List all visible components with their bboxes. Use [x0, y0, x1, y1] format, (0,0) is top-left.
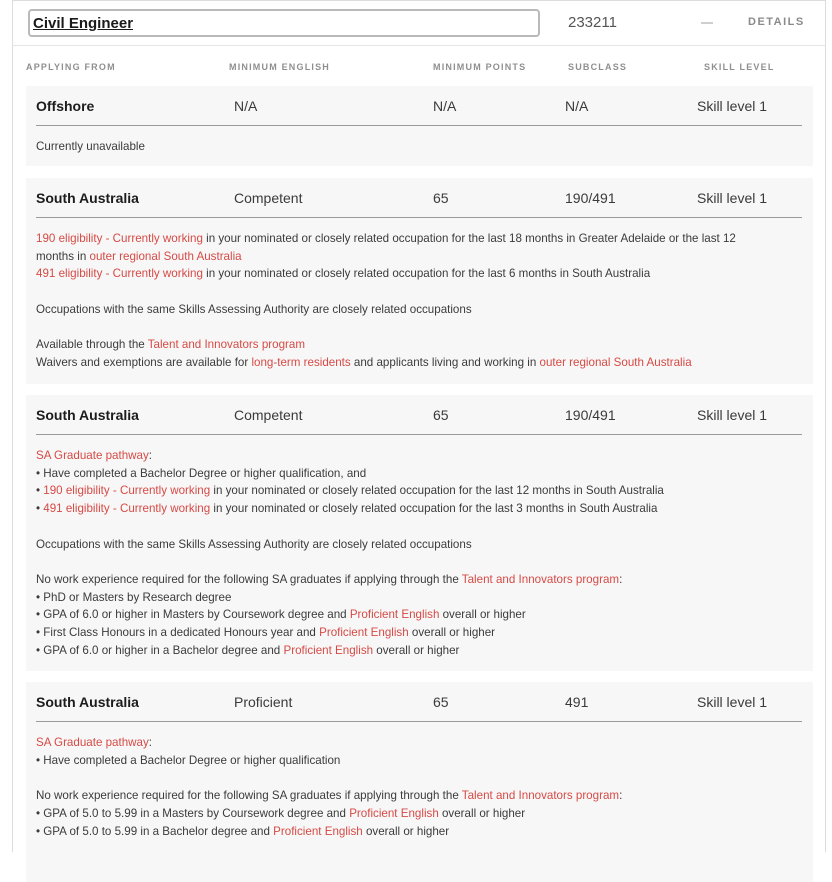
eligibility-row [26, 178, 813, 218]
info-link[interactable]: 491 eligibility - Currently working [36, 267, 203, 281]
column-header-minimum-english: MINIMUM ENGLISH [229, 62, 330, 72]
info-link[interactable]: outer regional South Australia [89, 249, 242, 263]
note-line [36, 482, 806, 500]
spacer [36, 319, 806, 337]
cell-subclass: 190/491 [565, 407, 616, 423]
note-text: • First Class Honours in a dedicated Honours year and [36, 626, 320, 639]
row-divider [36, 125, 802, 126]
note-line [36, 138, 806, 156]
note-text: in your nominated or closely related occupation for the last 6 months in South Australia [202, 267, 651, 281]
info-link[interactable]: Talent and Innovators program [461, 789, 620, 803]
note-line [36, 787, 806, 805]
column-header-skill-level: SKILL LEVEL [704, 62, 775, 72]
note-line [36, 589, 806, 607]
cell-minimum-points: 65 [433, 694, 449, 710]
note-text: Occupations with the same Skills Assessing Authority are closely related occupations [36, 302, 472, 316]
note-text: overall or higher [373, 643, 460, 657]
cell-applying-from: South Australia [36, 694, 139, 710]
note-text: No work experience required for the following SA graduates if applying through the [36, 572, 462, 586]
note-text: • Have completed a Bachelor Degree or higher qualification, and [36, 466, 367, 480]
eligibility-card [26, 682, 813, 882]
note-line [36, 465, 806, 483]
spacer [36, 518, 806, 536]
note-text: No work experience required for the following SA graduates if applying through the [36, 789, 462, 803]
info-link[interactable]: Proficient English [283, 643, 374, 657]
note-text: • GPA of 6.0 or higher in Masters by Coursework degree and [36, 608, 350, 622]
note-text: Waivers and exemptions are available for [36, 355, 252, 369]
note-text: in your nominated or closely related occupation for the last 18 months in Greater Adelaide or the last 12 [202, 232, 736, 245]
info-link[interactable]: outer regional South Australia [539, 355, 692, 369]
info-link[interactable]: 190 eligibility - Currently working [43, 484, 211, 498]
collapse-dash-icon[interactable] [701, 22, 713, 24]
info-link[interactable]: Proficient English [349, 608, 440, 622]
cell-subclass: N/A [565, 98, 589, 114]
note-text: • [36, 502, 44, 516]
row-divider [36, 721, 802, 722]
column-header-minimum-points: MINIMUM POINTS [433, 62, 527, 72]
info-link[interactable]: Proficient English [319, 626, 409, 639]
note-line [36, 301, 806, 319]
note-line [36, 248, 806, 266]
cell-subclass: 491 [565, 694, 589, 710]
cell-skill-level: Skill level 1 [697, 98, 768, 114]
info-link[interactable]: SA Graduate pathway [36, 736, 149, 749]
info-link[interactable]: long-term residents [251, 355, 351, 369]
cell-skill-level: Skill level 1 [697, 190, 768, 206]
note-line [36, 624, 806, 642]
row-divider [36, 434, 802, 435]
note-text: Available through the [36, 338, 148, 352]
eligibility-notes [36, 447, 806, 659]
cell-applying-from: South Australia [36, 407, 139, 423]
note-line [36, 500, 806, 518]
note-line [36, 642, 806, 660]
eligibility-card [26, 395, 813, 671]
occupation-title-field[interactable]: Civil Engineer [28, 9, 540, 37]
info-link[interactable]: Talent and Innovators program [461, 572, 620, 586]
cell-subclass: 190/491 [565, 190, 616, 206]
cell-minimum-english: N/A [234, 98, 258, 114]
note-line [36, 752, 806, 770]
note-text: : [148, 449, 153, 462]
cell-minimum-english: Competent [234, 407, 303, 423]
column-header-subclass: SUBCLASS [568, 62, 628, 72]
eligibility-row [26, 86, 813, 126]
note-line [36, 447, 806, 465]
spacer [36, 553, 806, 571]
note-line [36, 734, 806, 752]
note-text: months in [36, 249, 90, 263]
cell-minimum-points: N/A [433, 98, 457, 114]
note-text: : [148, 736, 153, 749]
note-text: : [619, 572, 623, 586]
note-text: overall or higher [362, 824, 450, 838]
note-text: in your nominated or closely related occupation for the last 3 months in South Australia [210, 502, 658, 516]
anzsco-code: 233211 [568, 14, 617, 31]
cell-minimum-points: 65 [433, 190, 449, 206]
cell-minimum-english: Proficient [234, 694, 293, 710]
note-text: overall or higher [438, 806, 526, 820]
note-line [36, 265, 806, 283]
info-link[interactable]: 491 eligibility - Currently working [43, 502, 211, 516]
row-divider [36, 217, 802, 218]
eligibility-card [26, 86, 813, 166]
spacer [36, 283, 806, 301]
info-link[interactable]: 190 eligibility - Currently working [36, 232, 203, 245]
note-text: • PhD or Masters by Research degree [36, 590, 232, 604]
eligibility-card [26, 178, 813, 384]
eligibility-row [26, 682, 813, 722]
note-line [36, 230, 806, 248]
note-text: and applicants living and working in [350, 355, 540, 369]
info-link[interactable]: Proficient English [349, 806, 439, 820]
eligibility-notes [36, 230, 806, 372]
cell-minimum-english: Competent [234, 190, 303, 206]
cell-applying-from: Offshore [36, 98, 95, 114]
cell-skill-level: Skill level 1 [697, 694, 768, 710]
eligibility-notes [36, 138, 806, 156]
note-text: overall or higher [408, 626, 496, 639]
note-text: • [36, 484, 44, 498]
note-line [36, 805, 806, 823]
note-line [36, 536, 806, 554]
note-text: overall or higher [439, 608, 526, 622]
spacer [36, 769, 806, 787]
note-text: • GPA of 5.0 to 5.99 in a Masters by Coursework degree and [36, 806, 350, 820]
cell-skill-level: Skill level 1 [697, 407, 768, 423]
note-text: in your nominated or closely related occupation for the last 12 months in South Australia [210, 484, 664, 498]
note-text: Occupations with the same Skills Assessing Authority are closely related occupations [36, 537, 472, 551]
note-line [36, 354, 806, 372]
cell-minimum-points: 65 [433, 407, 449, 423]
note-text: • GPA of 6.0 or higher in a Bachelor degree and [36, 643, 284, 657]
eligibility-notes [36, 734, 806, 840]
info-link[interactable]: SA Graduate pathway [36, 449, 149, 462]
column-header-applying-from: APPLYING FROM [26, 62, 116, 72]
note-line [36, 606, 806, 624]
details-button[interactable]: DETAILS [748, 16, 805, 28]
info-link[interactable]: Proficient English [273, 824, 363, 838]
note-line [36, 571, 806, 589]
eligibility-row [26, 395, 813, 435]
cell-applying-from: South Australia [36, 190, 139, 206]
note-text: • Have completed a Bachelor Degree or higher qualification [36, 753, 341, 767]
note-text: Currently unavailable [36, 140, 145, 153]
note-line [36, 823, 806, 841]
note-text: : [619, 789, 623, 803]
note-text: • GPA of 5.0 to 5.99 in a Bachelor degree and [36, 824, 274, 838]
note-line [36, 336, 806, 354]
info-link[interactable]: Talent and Innovators program [147, 338, 305, 352]
